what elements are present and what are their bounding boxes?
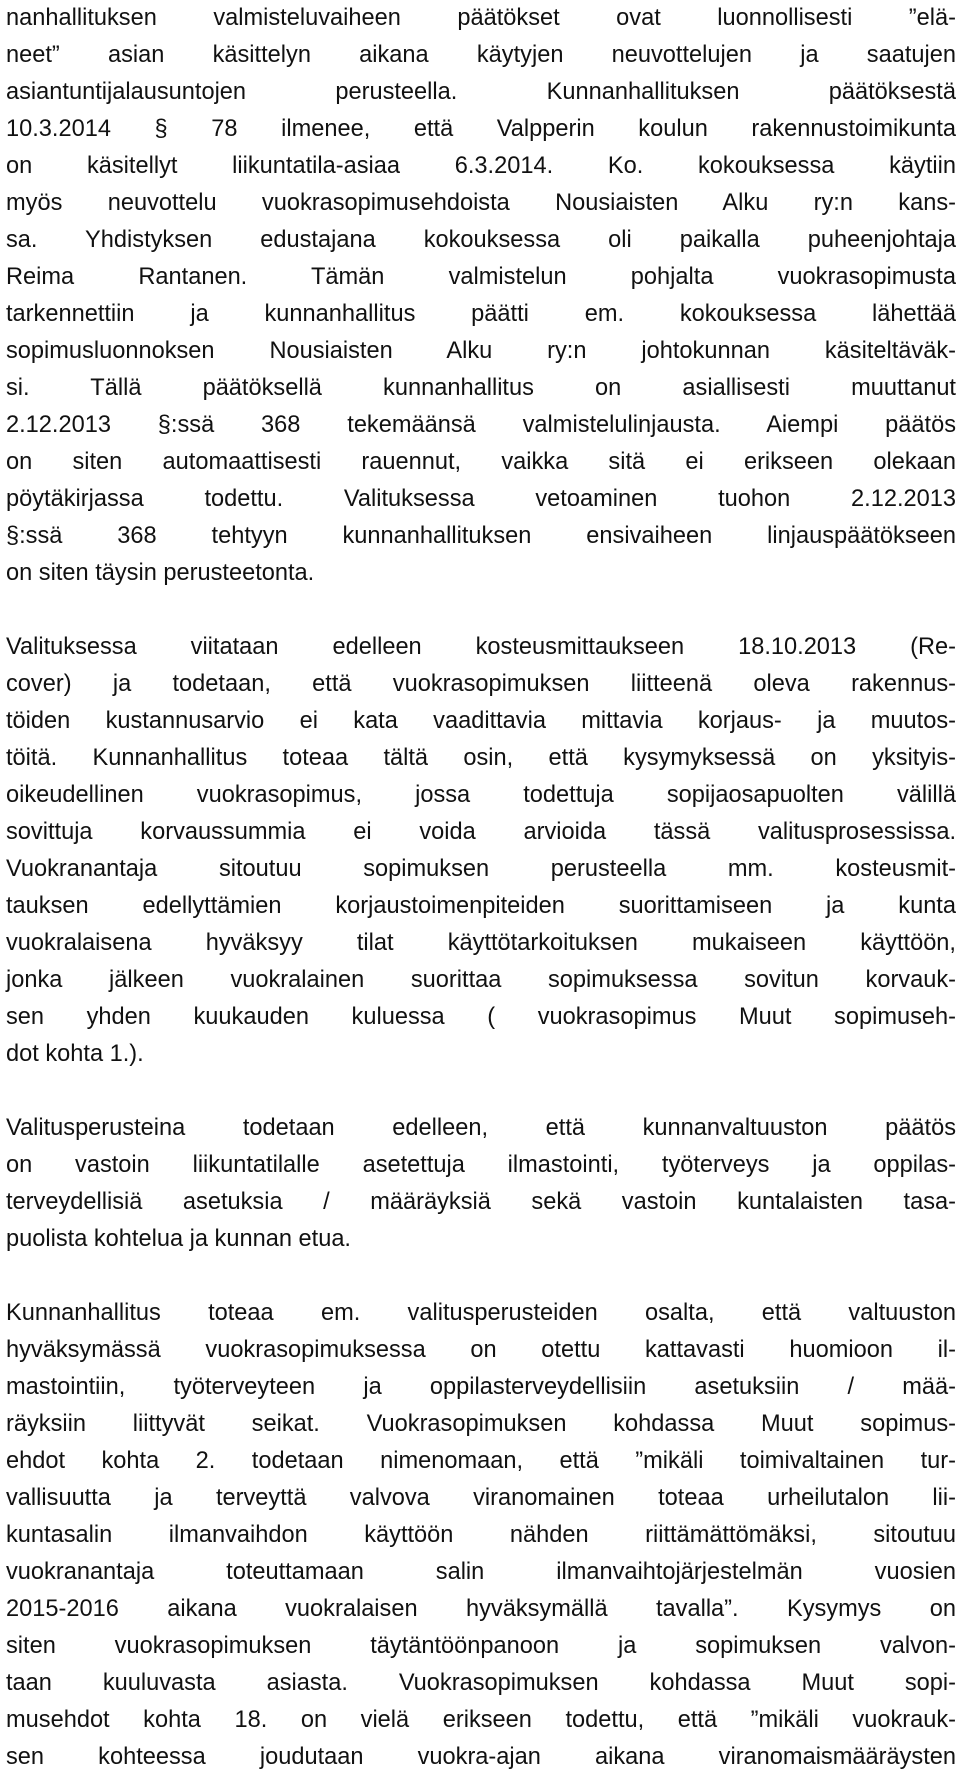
text-line: oikeudellinen vuokrasopimus, jossa todettuja sopijaosapuolten välillä xyxy=(6,782,956,808)
paragraph xyxy=(6,1110,956,1258)
text-line: hyväksymässä vuokrasopimuksessa on otettu kattavasti huomioon il- xyxy=(6,1337,956,1363)
text-line: dot kohta 1.). xyxy=(6,1041,144,1067)
text-line: sovittuja korvaussummia ei voida arvioida tässä valitusprosessissa. xyxy=(6,819,956,845)
text-line: on käsitellyt liikuntatila-asiaa 6.3.2014. Ko. kokouksessa käytiin xyxy=(6,153,956,179)
paragraph xyxy=(6,629,956,1073)
text-line: si. Tällä päätöksellä kunnanhallitus on asiallisesti muuttanut xyxy=(6,375,956,401)
text-line: ehdot kohta 2. todetaan nimenomaan, että ”mikäli toimivaltainen tur- xyxy=(6,1448,956,1474)
text-line: räyksiin liittyvät seikat. Vuokrasopimuksen kohdassa Muut sopimus- xyxy=(6,1411,956,1437)
text-line: vuokranantaja toteuttamaan salin ilmanvaihtojärjestelmän vuosien xyxy=(6,1559,956,1585)
text-line: myös neuvottelu vuokrasopimusehdoista Nousiaisten Alku ry:n kans- xyxy=(6,190,956,216)
text-line: asiantuntijalausuntojen perusteella. Kunnanhallituksen päätöksestä xyxy=(6,79,956,105)
text-line: sen yhden kuukauden kuluessa ( vuokrasopimus Muut sopimuseh- xyxy=(6,1004,956,1030)
text-line: §:ssä 368 tehtyyn kunnanhallituksen ensivaiheen linjauspäätökseen xyxy=(6,523,956,549)
text-line: sen kohteessa joudutaan vuokra-ajan aikana viranomaismääräysten xyxy=(6,1744,956,1770)
text-line: mastointiin, työterveyteen ja oppilasterveydellisiin asetuksiin / mää- xyxy=(6,1374,956,1400)
text-line: 2015-2016 aikana vuokralaisen hyväksymällä tavalla”. Kysymys on xyxy=(6,1596,956,1622)
text-line: siten vuokrasopimuksen täytäntöönpanoon ja sopimuksen valvon- xyxy=(6,1633,956,1659)
text-line: tarkennettiin ja kunnanhallitus päätti em. kokouksessa lähettää xyxy=(6,301,956,327)
text-line: töiden kustannusarvio ei kata vaadittavia mittavia korjaus- ja muutos- xyxy=(6,708,956,734)
text-line: töitä. Kunnanhallitus toteaa tältä osin, että kysymyksessä on yksityis- xyxy=(6,745,956,771)
text-line: neet” asian käsittelyn aikana käytyjen neuvottelujen ja saatujen xyxy=(6,42,956,68)
text-line: puolista kohtelua ja kunnan etua. xyxy=(6,1226,351,1252)
paragraph xyxy=(6,0,956,592)
paragraph-gap xyxy=(6,592,956,629)
text-line: cover) ja todetaan, että vuokrasopimuksen liitteenä oleva rakennus- xyxy=(6,671,956,697)
text-line: tauksen edellyttämien korjaustoimenpiteiden suorittamiseen ja kunta xyxy=(6,893,956,919)
text-line: on vastoin liikuntatilalle asetettuja ilmastointi, työterveys ja oppilas- xyxy=(6,1152,956,1178)
text-line: Kunnanhallitus toteaa em. valitusperusteiden osalta, että valtuuston xyxy=(6,1300,956,1326)
text-line: nanhallituksen valmisteluvaiheen päätökset ovat luonnollisesti ”elä- xyxy=(6,5,956,31)
text-line: pöytäkirjassa todettu. Valituksessa vetoaminen tuohon 2.12.2013 xyxy=(6,486,956,512)
text-line: taan kuuluvasta asiasta. Vuokrasopimuksen kohdassa Muut sopi- xyxy=(6,1670,956,1696)
text-line: on siten täysin perusteetonta. xyxy=(6,560,315,586)
text-line: vallisuutta ja terveyttä valvova viranomainen toteaa urheilutalon lii- xyxy=(6,1485,956,1511)
text-line: kuntasalin ilmanvaihdon käyttöön nähden riittämättömäksi, sitoutuu xyxy=(6,1522,956,1548)
text-line: 2.12.2013 §:ssä 368 tekemäänsä valmistelulinjausta. Aiempi päätös xyxy=(6,412,956,438)
text-line: Reima Rantanen. Tämän valmistelun pohjalta vuokrasopimusta xyxy=(6,264,956,290)
document-page xyxy=(6,0,956,1776)
text-line: vuokralaisena hyväksyy tilat käyttötarkoituksen mukaiseen käyttöön, xyxy=(6,930,956,956)
paragraph-gap xyxy=(6,1073,956,1110)
text-line: Valitusperusteina todetaan edelleen, että kunnanvaltuuston päätös xyxy=(6,1115,956,1141)
paragraph xyxy=(6,1295,956,1776)
text-line: jonka jälkeen vuokralainen suorittaa sopimuksessa sovitun korvauk- xyxy=(6,967,956,993)
text-line: on siten automaattisesti rauennut, vaikka sitä ei erikseen olekaan xyxy=(6,449,956,475)
paragraph-gap xyxy=(6,1258,956,1295)
text-line: sa. Yhdistyksen edustajana kokouksessa oli paikalla puheenjohtaja xyxy=(6,227,956,253)
text-line: Vuokranantaja sitoutuu sopimuksen perusteella mm. kosteusmit- xyxy=(6,856,956,882)
text-line: Valituksessa viitataan edelleen kosteusmittaukseen 18.10.2013 (Re- xyxy=(6,634,956,660)
text-line: sopimusluonnoksen Nousiaisten Alku ry:n johtokunnan käsiteltäväk- xyxy=(6,338,956,364)
text-line: musehdot kohta 18. on vielä erikseen todettu, että ”mikäli vuokrauk- xyxy=(6,1707,956,1733)
text-line: 10.3.2014 § 78 ilmenee, että Valpperin koulun rakennustoimikunta xyxy=(6,116,956,142)
text-line: terveydellisiä asetuksia / määräyksiä sekä vastoin kuntalaisten tasa- xyxy=(6,1189,956,1215)
